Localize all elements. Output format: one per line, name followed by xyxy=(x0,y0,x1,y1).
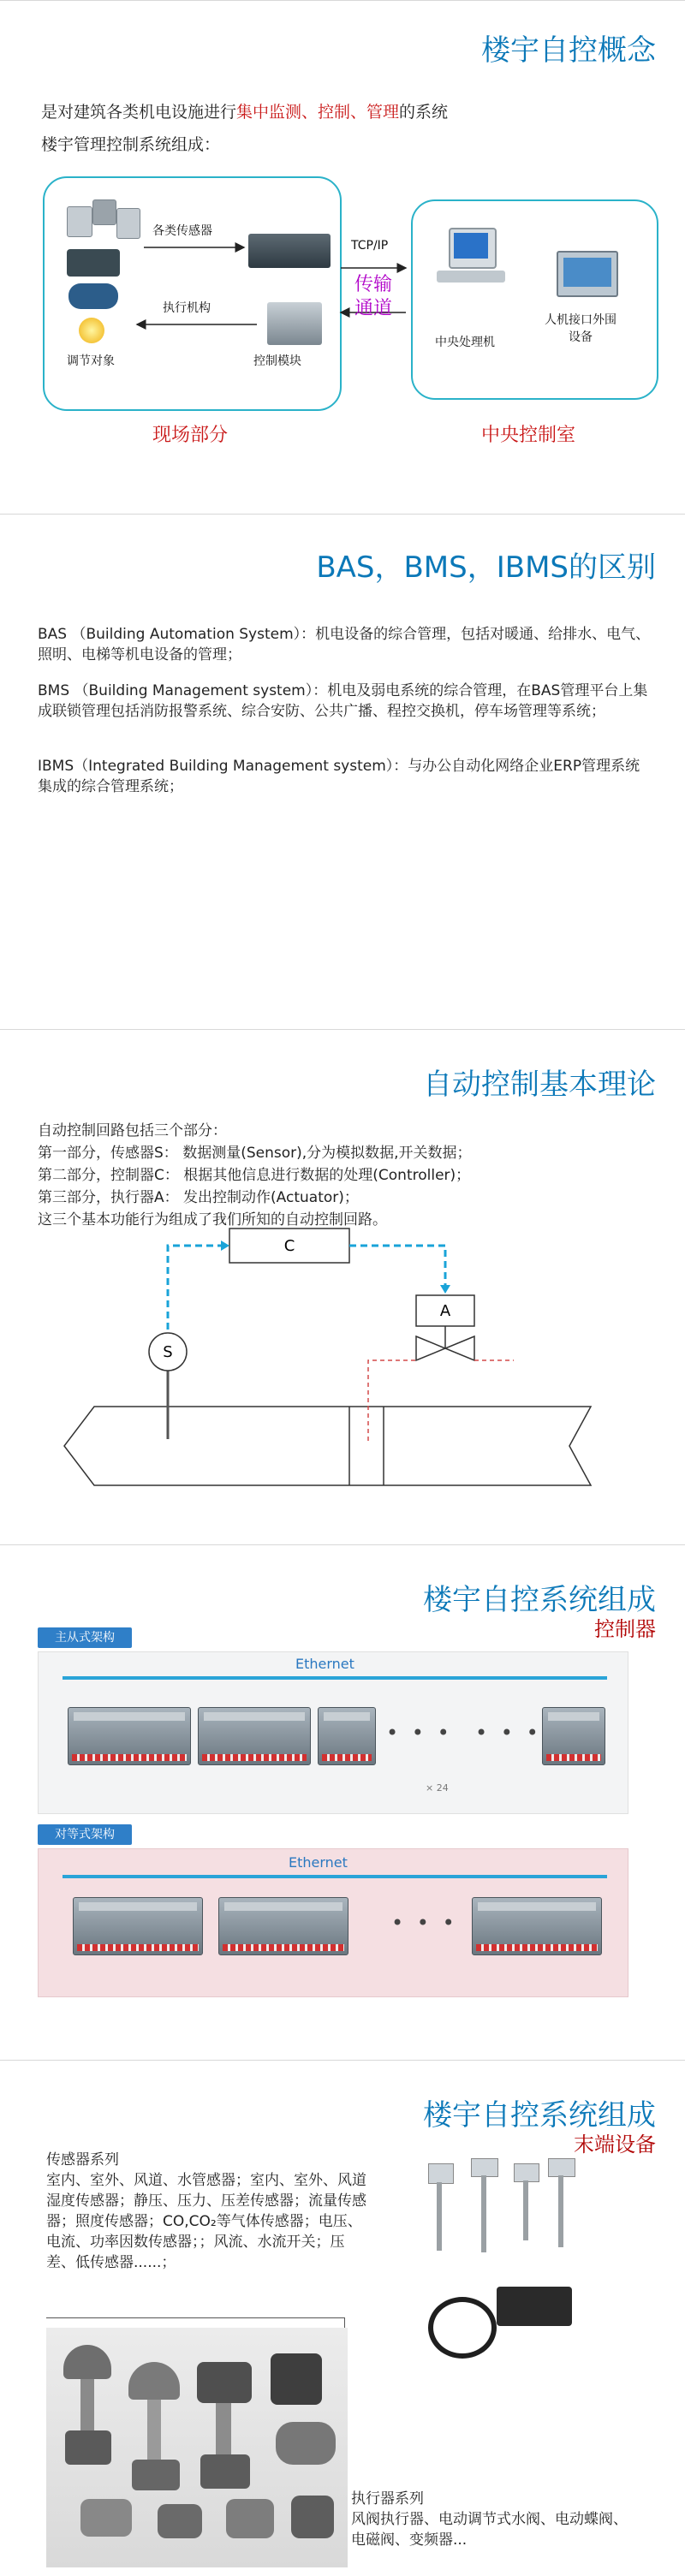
controller-rack xyxy=(73,1897,203,1955)
label-central-cpu: 中央处理机 xyxy=(435,336,495,349)
slide-system-controllers xyxy=(0,1544,685,2060)
slide-title: 自动控制基本理论 xyxy=(423,1068,656,1102)
theory-line-1: 自动控制回路包括三个部分： xyxy=(38,1122,227,1139)
theory-line-3: 第二部分，控制器C： 根据其他信息进行数据的处理(Controller)； xyxy=(38,1167,471,1184)
slide-control-theory xyxy=(0,1029,685,1544)
definition-bms: BMS （Building Management system）：机电及弱电系统的综合管理，在BAS管理平台上集成联锁管理包括消防报警系统、综合安防、公共广播、程控交换机，停车场管理等系统； xyxy=(38,682,648,720)
ethernet-label-1: Ethernet xyxy=(295,1656,354,1672)
label-hmi: 人机接口外围 设备 xyxy=(545,313,616,344)
ellipsis: • • • xyxy=(386,1721,453,1745)
actuators-image xyxy=(46,2328,348,2567)
theory-line-4: 第三部分，执行器A： 发出控制动作(Actuator)； xyxy=(38,1189,359,1206)
label-a: A xyxy=(439,1302,451,1320)
slide-subtitle: 控制器 xyxy=(594,1617,656,1641)
definition-ibms: IBMS（Integrated Building Management system）：与办公自动化网络企业ERP管理系统集成的综合管理系统； xyxy=(38,758,640,795)
controller-rack xyxy=(318,1707,376,1765)
controller-rack xyxy=(542,1707,605,1765)
ellipsis: • • • xyxy=(475,1721,542,1745)
label-actuator: 执行机构 xyxy=(163,301,211,315)
flow-switch-image xyxy=(428,2282,574,2359)
slide-building-automation-concept xyxy=(0,0,685,514)
tag-peer-to-peer: 对等式架构 xyxy=(38,1824,132,1845)
slide-title: 楼宇自控系统组成 xyxy=(423,1583,656,1617)
slide-system-end-devices xyxy=(0,2060,685,2576)
controller-rack xyxy=(218,1897,348,1955)
sensors-heading: 传感器系列 xyxy=(46,2151,119,2168)
valve-feedback-dashed xyxy=(368,1360,416,1441)
slide-title: BAS，BMS，IBMS的区别 xyxy=(316,550,656,585)
label-tcpip: TCP/IP xyxy=(351,239,389,253)
theory-line-5: 这三个基本功能行为组成了我们所知的自动控制回路。 xyxy=(38,1211,387,1229)
slide-title: 楼宇自控系统组成 xyxy=(423,2098,656,2133)
slide-subtitle: 末端设备 xyxy=(574,2133,656,2157)
tag-master-slave: 主从式架构 xyxy=(38,1627,132,1648)
actuators-heading: 执行器系列 xyxy=(351,2490,424,2508)
computer-image xyxy=(437,228,505,288)
label-sensors: 各类传感器 xyxy=(152,224,212,238)
slide-bas-bms-ibms xyxy=(0,514,685,1029)
hmi-screen-image xyxy=(557,251,618,297)
duct-sensors-image xyxy=(420,2153,582,2273)
intro-line: 是对建筑各类机电设施进行集中监测、控制、管理的系统 xyxy=(41,103,449,122)
multiplier-label: × 24 xyxy=(426,1782,449,1794)
link-controller-actuator xyxy=(349,1246,445,1288)
ethernet-bus-2 xyxy=(63,1875,607,1878)
theory-line-2: 第一部分，传感器S： 数据测量(Sensor),分为模拟数据,开关数据； xyxy=(38,1145,472,1162)
peer-panel xyxy=(38,1848,628,1997)
master-slave-panel xyxy=(38,1651,628,1814)
controller-rack xyxy=(68,1707,191,1765)
sensors-description: 室内、室外、风道、水管感器；室内、室外、风道湿度传感器；静压、压力、压差传感器；流量传感器；照度传感器；CO,CO₂等气体传感器；电压、电流、功率因数传感器；；风流、水流开关；压差、低传感器......； xyxy=(46,2172,366,2271)
label-transmit-channel: 传输 通道 xyxy=(354,274,393,319)
valve-left xyxy=(416,1336,445,1360)
label-s: S xyxy=(163,1343,173,1361)
ellipsis: • • • xyxy=(391,1911,458,1935)
intro-highlight: 集中监测、控制、管理 xyxy=(236,103,400,122)
label-c: C xyxy=(283,1237,295,1255)
pipe-shape xyxy=(64,1407,591,1485)
composition-line: 楼宇管理控制系统组成： xyxy=(41,135,221,154)
ethernet-bus-1 xyxy=(63,1676,607,1680)
controller-rack xyxy=(198,1707,311,1765)
ethernet-label-2: Ethernet xyxy=(289,1854,348,1871)
link-sensor-controller xyxy=(168,1246,224,1330)
control-loop-diagram xyxy=(0,1030,685,1544)
label-field-part: 现场部分 xyxy=(152,425,229,446)
controller-rack xyxy=(472,1897,602,1955)
definition-bas: BAS （Building Automation System）：机电设备的综合管理，包括对暖通、给排水、电气、照明、电梯等机电设备的管理； xyxy=(38,626,651,663)
label-control-room: 中央控制室 xyxy=(481,425,576,446)
label-control-module: 控制模块 xyxy=(253,354,301,368)
valve-right xyxy=(445,1336,474,1360)
divider-line xyxy=(46,2317,344,2318)
label-regulated-object: 调节对象 xyxy=(67,354,115,368)
actuators-description: 风阀执行器、电动调节式水阀、电动蝶阀、电磁阀、变频器... xyxy=(351,2511,628,2549)
slide-title: 楼宇自控概念 xyxy=(481,33,656,68)
